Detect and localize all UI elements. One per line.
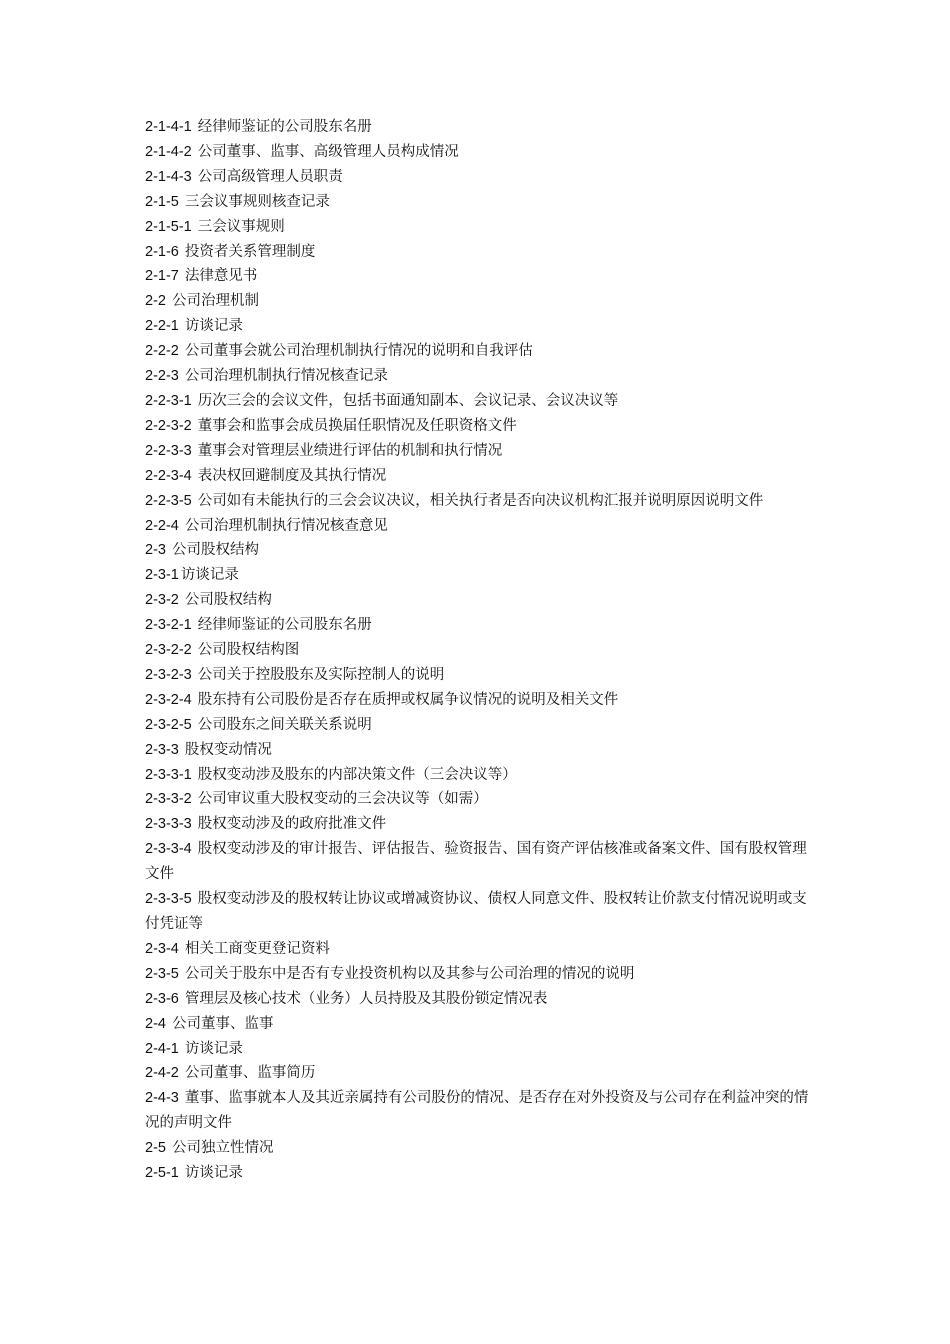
- list-item: 2-2-1 访谈记录: [145, 318, 243, 335]
- list-item: 2-2-4 公司治理机制执行情况核查意见: [145, 517, 388, 534]
- list-item: 2-2-2 公司董事会就公司治理机制执行情况的说明和自我评估: [145, 343, 533, 360]
- list-item: 2-3-6 管理层及核心技术（业务）人员持股及其股份锁定情况表: [145, 990, 548, 1007]
- list-item: 2-1-5-1 三会议事规则: [145, 218, 285, 235]
- list-item: 2-3-3-2 公司审议重大股权变动的三会决议等（如需）: [145, 791, 488, 808]
- list-item: 2-1-4-2 公司董事、监事、高级管理人员构成情况: [145, 143, 459, 160]
- list-item: 2-2-3-1 历次三会的会议文件，包括书面通知副本、会议记录、会议决议等: [145, 392, 619, 409]
- list-item: 2-4-3 董事、监事就本人及其近亲属持有公司股份的情况、是否存在对外投资及与公司存在利益冲突的情况的声明文件: [145, 1090, 809, 1132]
- list-item: 2-2-3-5 公司如有未能执行的三会会议决议，相关执行者是否向决议机构汇报并说明原因说明文件: [145, 492, 764, 509]
- list-item: 2-3-4 相关工商变更登记资料: [145, 940, 330, 957]
- list-item: 2-1-4-1 经律师鉴证的公司股东名册: [145, 119, 372, 135]
- list-item: 2-5-1 访谈记录: [145, 1165, 243, 1182]
- list-item: 2-2-3 公司治理机制执行情况核查记录: [145, 368, 388, 385]
- list-item: 2-3-5 公司关于股东中是否有专业投资机构以及其参与公司治理的情况的说明: [145, 965, 635, 982]
- list-item: 2-4-2 公司董事、监事简历: [145, 1065, 316, 1082]
- list-item: 2-3-3-1 股权变动涉及股东的内部决策文件（三会决议等）: [145, 766, 517, 783]
- list-item: 2-4 公司董事、监事: [145, 1015, 274, 1032]
- list-item: 2-2-3-4 表决权回避制度及其执行情况: [145, 467, 387, 484]
- list-item: 2-3-2-1 经律师鉴证的公司股东名册: [145, 617, 372, 634]
- list-item: 2-3-2-5 公司股东之间关联关系说明: [145, 716, 372, 733]
- list-item: 2-3-3-4 股权变动涉及的审计报告、评估报告、验资报告、国有资产评估核准或备案文件、国有股权管理文件: [145, 841, 807, 883]
- list-item: 2-3-2-2 公司股权结构图: [145, 642, 300, 659]
- list-item: 2-3-3-3 股权变动涉及的政府批准文件: [145, 816, 387, 833]
- list-item: 2-3 公司股权结构: [145, 542, 259, 559]
- list-item: 2-3-3 股权变动情况: [145, 741, 272, 758]
- list-item: 2-1-7 法律意见书: [145, 268, 258, 285]
- list-item: 2-2-3-3 董事会对管理层业绩进行评估的机制和执行情况: [145, 442, 503, 459]
- list-item: 2-1-5 三会议事规则核查记录: [145, 193, 330, 210]
- list-item: 2-2-3-2 董事会和监事会成员换届任职情况及任职资格文件: [145, 417, 517, 434]
- list-item: 2-3-2 公司股权结构: [145, 592, 272, 609]
- list-item: 2-3-3-5 股权变动涉及的股权转让协议或增减资协议、债权人同意文件、股权转让价款支付情况说明或支付凭证等: [145, 891, 807, 932]
- list-item: 2-2 公司治理机制: [145, 293, 259, 310]
- list-item: 2-1-4-3 公司高级管理人员职责: [145, 168, 343, 185]
- list-item: 2-5 公司独立性情况: [145, 1140, 274, 1157]
- list-item: 2-1-6 投资者关系管理制度: [145, 243, 316, 260]
- document-page: [145, 115, 810, 1186]
- list-item: 2-3-2-4 股东持有公司股份是否存在质押或权属争议情况的说明及相关文件: [145, 691, 619, 708]
- list-item: 2-3-1 访谈记录: [145, 567, 239, 584]
- list-item: 2-4-1 访谈记录: [145, 1040, 243, 1057]
- list-item: 2-3-2-3 公司关于控股股东及实际控制人的说明: [145, 666, 445, 683]
